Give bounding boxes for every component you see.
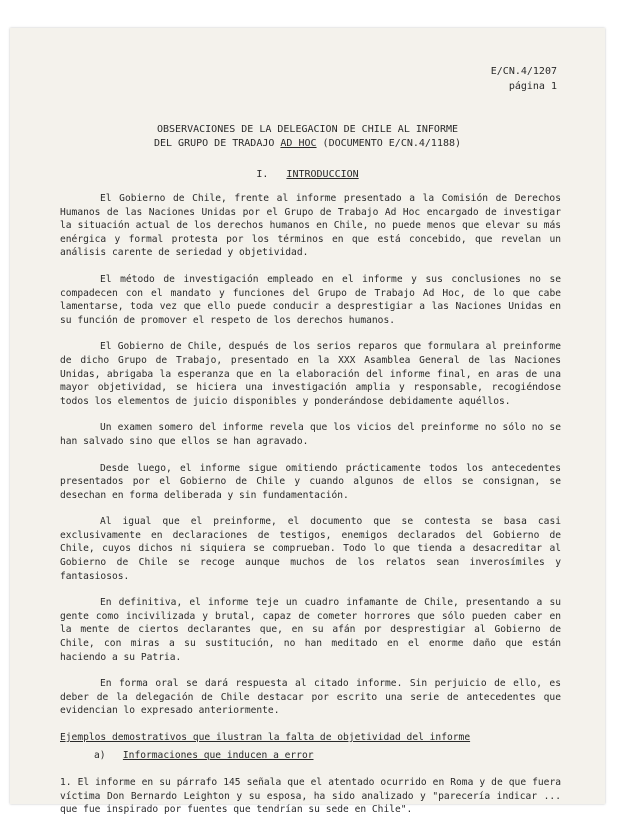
paragraph: Un examen somero del informe revela que los vicios del preinforme no sólo no se han salvado sino que ellos se han agravado. (60, 422, 561, 447)
paragraph: El método de investigación empleado en el informe y sus conclusiones no se compadecen con el mandato y funciones del Grupo de Trabajo Ad Hoc, de lo que cabe lamentarse, toda vez que ello puede conducir a desprestigiar a las Naciones Unidas en su función de promover el respeto de los derechos humanos. (60, 273, 561, 326)
document-title (65, 123, 550, 151)
section-number: I. (256, 169, 269, 180)
paragraph: El Gobierno de Chile, después de los serios reparos que formulara al preinforme de dicho Grupo de Trabajo, presentado en la XXX Asamblea General de las Naciones Unidas, abrigaba la esperanza que en la elaboración del informe final, en aras de una mayor objetividad, se hiciera una investigación amplia y responsable, recogiéndose todos los elementos de juicio disponibles y ponderándose debidamente aquéllos. (60, 341, 561, 407)
paragraph: Al igual que el preinforme, el documento que se contesta se basa casi exclusivamente en declaraciones de testigos, enemigos declarados del Gobierno de Chile, cuyos dichos ni siquiera se comprueban. Todo lo que tienda a desacreditar al Gobierno de Chile se recoge aunque muchos de los relatos sean inverosímiles y fantasiosos. (60, 516, 561, 582)
subsection-letter: a) (94, 749, 106, 761)
document-code: E/CN.4/1207 (490, 66, 557, 77)
examples-heading: Ejemplos demostrativos que ilustran la falta de objetividad del informe (60, 732, 471, 743)
section-title: INTRODUCCION (286, 169, 359, 180)
list-item: 1. El informe en su párrafo 145 señala que el atentado ocurrido en Roma y de que fuera víctima Don Bernardo Leighton y su esposa, ha sido analizado y "parecería indicar ... que fue inspirado por fuentes que tendrían su sede en Chile". (60, 777, 561, 816)
title-line-2: DEL GRUPO DE TRADAJO AD HOC (DOCUMENTO E/CN.4/1188) (153, 138, 462, 149)
paragraph: En definitiva, el informe teje un cuadro infamante de Chile, presentando a su gente como incivilizada y brutal, capaz de cometer horrores que sólo pueden caber en la mente de ciertos declarantes que, en su afán por desprestigiar al Gobierno de Chile, con miras a su sustitución, no han meditado en el enorme daño que están haciendo a su Patria. (60, 597, 561, 663)
title-line-1: OBSERVACIONES DE LA DELEGACION DE CHILE AL INFORME (156, 124, 459, 135)
paragraph: El Gobierno de Chile, frente al informe presentado a la Comisión de Derechos Humanos de las Naciones Unidas por el Grupo de Trabajo Ad Hoc encargado de investigar la situación actual de los derechos humanos en Chile, no puede menos que elevar su más enérgica y formal protesta por los términos en que está concebido, que revelan un análisis carente de seriedad y objetividad. (60, 193, 561, 259)
page-number: página 1 (508, 81, 557, 92)
document-page (10, 28, 605, 816)
section-heading (10, 169, 605, 180)
paragraph: Desde luego, el informe sigue omitiendo prácticamente todos los antecedentes presentados por el Gobierno de Chile y cuando algunos de ellos se consignan, se desechan en forma deliberada y sin fundamentación. (60, 462, 561, 501)
document-body (60, 192, 561, 830)
paragraph: En forma oral se dará respuesta al citado informe. Sin perjuicio de ello, es deber de la delegación de Chile destacar por escrito una serie de antecedentes que evidencian lo expresado anteriormente. (60, 678, 561, 717)
document-reference (491, 64, 557, 94)
subsection-title: Informaciones que inducen a error (122, 749, 314, 761)
subsection-heading (94, 749, 561, 763)
